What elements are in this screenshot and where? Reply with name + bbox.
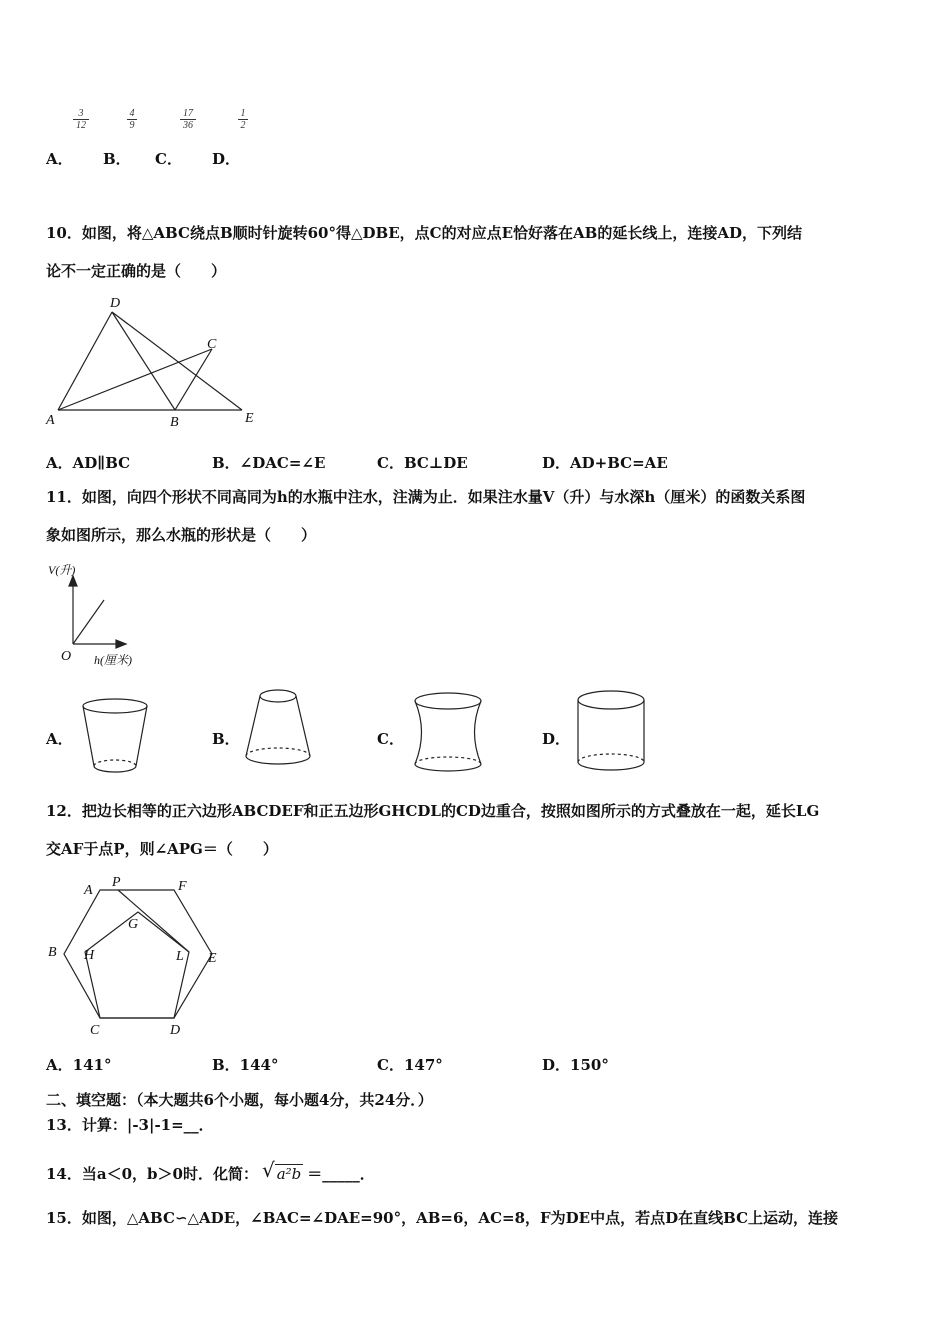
label-p: P <box>112 875 121 890</box>
label-e: E <box>208 951 217 966</box>
q15-text: 15．如图，△ABC∽△ADE，∠BAC=∠DAE=90°，AB=6，AC=8，F为DE中点，若点D在直线BC上运动，连接 <box>46 1209 839 1227</box>
bottle-b-icon <box>242 686 314 772</box>
label-b: B <box>48 945 57 960</box>
segment-db <box>112 312 175 410</box>
q11-stem-line1: 11．如图，向四个形状不同高同为h的水瓶中注水，注满为止．如果注水量V（升）与水深h（厘米）的函数关系图 <box>46 488 806 506</box>
fraction-a: $\frac{3}{12}$ <box>73 108 89 131</box>
q11-option-d[interactable]: D． <box>542 730 571 748</box>
segment-ad <box>58 312 112 410</box>
label-h: H <box>84 948 95 963</box>
label-c: C <box>90 1023 100 1038</box>
q12-stem-line2: 交AF于点P，则∠APG＝（ ） <box>46 840 278 858</box>
label-e: E <box>245 411 254 426</box>
label-a: A <box>46 413 55 428</box>
q13-text: 13．计算：|-3|-1=__． <box>46 1116 214 1134</box>
q10-stem-line2: 论不一定正确的是（ ） <box>46 262 227 280</box>
q11-graph <box>46 560 156 670</box>
q12-figure <box>44 872 234 1040</box>
label-g: G <box>128 917 139 932</box>
q12-stem-line1: 12．把边长相等的正六边形ABCDEF和正五边形GHCDL的CD边重合，按照如图所示的方式叠放在一起，延长LG <box>46 802 820 820</box>
label-b: B <box>170 415 179 430</box>
q11-option-c[interactable]: C． <box>377 730 404 748</box>
segment-ac <box>58 349 212 410</box>
q9-option-c[interactable]: C． <box>155 150 182 168</box>
label-l: L <box>176 949 184 964</box>
q9-option-d[interactable]: D． <box>212 150 241 168</box>
graph-ylabel: V(升) <box>48 563 76 577</box>
q12-option-d[interactable]: D．150° <box>542 1056 609 1074</box>
q12-option-b[interactable]: B．144° <box>212 1056 279 1074</box>
segment-de <box>112 312 242 410</box>
sqrt-expression: √ a²b <box>261 1158 302 1183</box>
label-a: A <box>84 883 93 898</box>
q10-option-d[interactable]: D．AD+BC=AE <box>542 454 668 472</box>
graph-origin: O <box>61 649 72 664</box>
bottle-a-icon <box>80 692 152 778</box>
q10-option-a[interactable]: A．AD∥BC <box>46 454 131 472</box>
q10-stem-line1: 10．如图，将△ABC绕点B顺时针旋转60°得△DBE，点C的对应点E恰好落在AB的延长线上，连接AD，下列结 <box>46 224 802 242</box>
q11-stem-line2: 象如图所示，那么水瓶的形状是（ ） <box>46 526 317 544</box>
q12-option-a[interactable]: A．141° <box>46 1056 112 1074</box>
label-d: D <box>170 1023 181 1038</box>
bottle-c-icon <box>410 688 486 774</box>
q10-figure <box>40 292 270 432</box>
segment-cb <box>175 349 212 410</box>
q9-option-a[interactable]: A． <box>46 150 73 168</box>
label-f: F <box>178 879 187 894</box>
fraction-c: $\frac{17}{36}$ <box>180 108 196 131</box>
q10-option-c[interactable]: C．BC⊥DE <box>377 454 468 472</box>
q14-text: 14．当a＜0，b＞0时．化简： √ a²b ＝_____． <box>46 1158 375 1183</box>
fraction-d: $\frac{1}{2}$ <box>238 108 248 131</box>
section-heading: 二、填空题：（本大题共6个小题，每小题4分，共24分．） <box>46 1091 433 1109</box>
bottle-d-icon <box>575 688 651 774</box>
q11-option-a[interactable]: A． <box>46 730 73 748</box>
label-c: C <box>207 337 217 352</box>
graph-xlabel: h(厘米) <box>94 653 132 667</box>
q11-option-b[interactable]: B． <box>212 730 240 748</box>
label-d: D <box>110 296 121 311</box>
q12-option-c[interactable]: C．147° <box>377 1056 443 1074</box>
q9-option-b[interactable]: B． <box>103 150 131 168</box>
graph-line <box>73 600 104 644</box>
fraction-b: $\frac{4}{9}$ <box>127 108 137 131</box>
q10-option-b[interactable]: B．∠DAC=∠E <box>212 454 326 472</box>
